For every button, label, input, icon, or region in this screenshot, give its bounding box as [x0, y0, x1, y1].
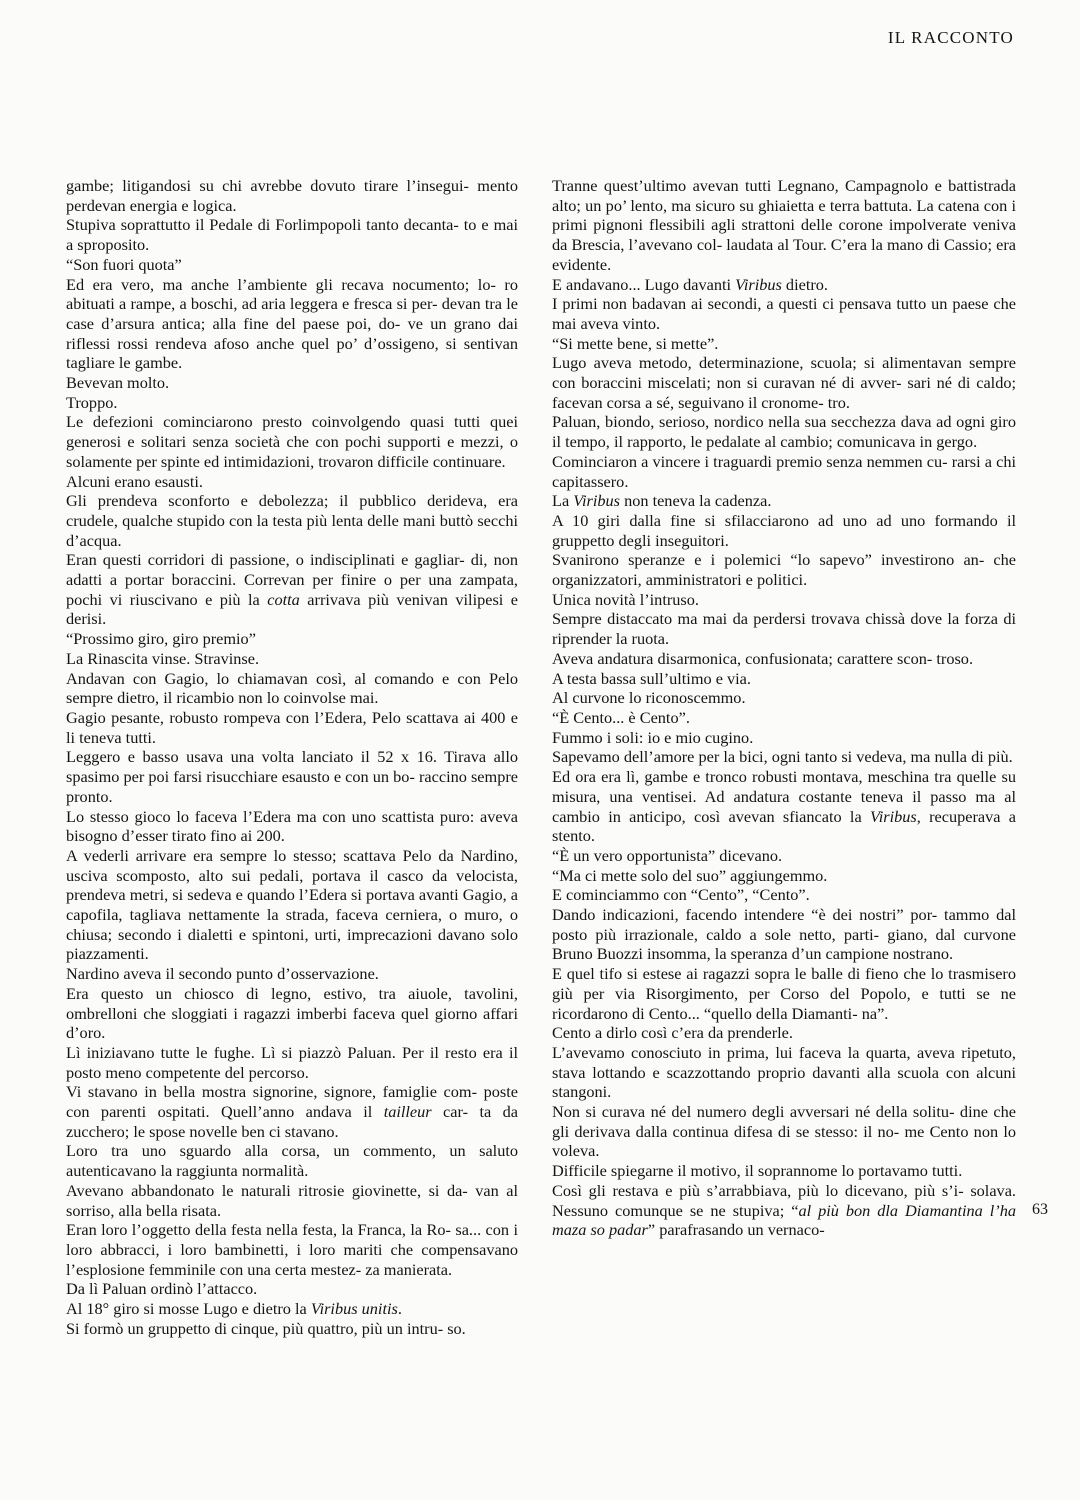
paragraph: Avevano abbandonato le naturali ritrosie giovinette, si da- van al sorriso, alla bella risata. — [66, 1180, 518, 1220]
paragraph: Cento a dirlo così c’era da prenderle. — [552, 1023, 793, 1043]
right-column — [552, 176, 1016, 1240]
paragraph: “Prossimo giro, giro premio” — [66, 629, 256, 649]
paragraph: “Si mette bene, si mette”. — [552, 333, 719, 353]
paragraph: Fummo i soli: io e mio cugino. — [552, 727, 754, 747]
paragraph: Sapevamo dell’amore per la bici, ogni tanto si vedeva, ma nulla di più. — [552, 747, 1013, 767]
paragraph: I primi non badavan ai secondi, a questi ci pensava tutto un paese che mai aveva vinto. — [552, 294, 1016, 333]
paragraph: Loro tra uno sguardo alla corsa, un commento, un saluto autenticavano la raggiunta normalità. — [66, 1141, 518, 1181]
paragraph: E andavano... Lugo davanti Viribus dietro. — [552, 274, 828, 294]
paragraph: Sempre distaccato ma mai da perdersi trovava chissà dove la forza di riprender la ruota. — [552, 609, 1016, 649]
paragraph: Aveva andatura disarmonica, confusionata; carattere scon- troso. — [552, 648, 974, 668]
paragraph: Ed era vero, ma anche l’ambiente gli recava nocumento; lo- ro abituati a rampe, a boschi, ad aria leggera e fresca si per- devan tra le case d’arsura antica; alla fine del paese poi, do- ve un grano dai riflessi rossi rendeva afoso anche quel po’ d’ossigeno, si sentivan tagliare le gambe. — [66, 274, 518, 373]
paragraph: Al 18° giro si mosse Lugo e dietro la Viribus unitis. — [66, 1299, 402, 1319]
paragraph: Nardino aveva il secondo punto d’osservazione. — [66, 964, 379, 984]
paragraph: Bevevan molto. — [66, 373, 170, 393]
paragraph: Troppo. — [66, 392, 118, 412]
paragraph: Al curvone lo riconoscemmo. — [552, 688, 746, 708]
paragraph: Difficile spiegarne il motivo, il soprannome lo portavamo tutti. — [552, 1161, 963, 1181]
paragraph: Leggero e basso usava una volta lanciato il 52 x 16. Tirava allo spasimo per poi farsi risucchiare esausto e con un bo- raccino sempre pronto. — [66, 747, 518, 806]
paragraph: Lugo aveva metodo, determinazione, scuola; si alimentavan sempre con boraccini miscelati; non si curavan né di avver- sari né di caldo; facevan corsa a sé, seguivano il cronome- tro. — [552, 353, 1016, 412]
paragraph: Le defezioni cominciarono presto coinvolgendo quasi tutti quei generosi e solitari senza società che con pochi supporti e mezzi, o solamente per spinte ed intimidazioni, trovaron difficile continuare. — [66, 412, 518, 471]
paragraph: Stupiva soprattutto il Pedale di Forlimpopoli tanto decanta- to e mai a sproposito. — [66, 215, 518, 255]
paragraph: Tranne quest’ultimo avevan tutti Legnano, Campagnolo e battistrada alto; un po’ lento, ma sicuro su ghiaietta e terra battuta. La catena con i primi pignoni flessibili agli strattoni delle corone impolverate veniva da Brescia, l’avevano col- laudata al Tour. C’era la mano di Cassio; era evidente. — [552, 176, 1016, 274]
paragraph: Lo stesso gioco lo faceva l’Edera ma con uno scattista puro: aveva bisogno d’esser tirato fino ai 200. — [66, 806, 518, 846]
paragraph: Eran questi corridori di passione, o indisciplinati e gagliar- di, non adatti a portar boraccini. Correvan per finire o per una zampata, pochi vi riuscivano e più la cotta arrivava più venivan vilipesi e derisi. — [66, 550, 519, 629]
paragraph: Vi stavano in bella mostra signorine, signore, famiglie com- poste con parenti ospitati. Quell’anno andava il tailleur car- ta da zucchero; le spose novelle ben ci stavano. — [66, 1082, 518, 1141]
paragraph: Gli prendeva sconforto e debolezza; il pubblico derideva, era crudele, qualche stupido con la testa più lenta delle mani buttò secchi d’acqua. — [66, 491, 518, 550]
paragraph: E quel tifo si estese ai ragazzi sopra le balle di fieno che lo trasmisero giù per via Risorgimento, per Corso del Popolo, e tutti se ne ricordarono di Cento... “quello della Diamanti- na”. — [552, 964, 1016, 1023]
paragraph: Non si curava né del numero degli avversari né della solitu- dine che gli derivava dalla continua difesa di se stesso: il no- me Cento non lo voleva. — [552, 1102, 1016, 1161]
paragraph: “È un vero opportunista” dicevano. — [552, 845, 783, 865]
paragraph: Da lì Paluan ordinò l’attacco. — [66, 1279, 258, 1299]
paragraph: Dando indicazioni, facendo intendere “è dei nostri” por- tammo dal posto più irrazionale, caldo a sole netto, parti- giano, dal curvone Bruno Buozzi insomma, la speranza d’un campione nostrano. — [552, 905, 1016, 964]
paragraph: “Ma ci mette solo del suo” aggiungemmo. — [552, 865, 828, 885]
paragraph: A 10 giri dalla fine si sfilacciarono ad uno ad uno formando il gruppetto degli inseguitori. — [552, 510, 1016, 550]
paragraph: La Rinascita vinse. Stravinse. — [66, 648, 260, 668]
paragraph: Unica novità l’intruso. — [552, 589, 699, 609]
paragraph: Si formò un gruppetto di cinque, più quattro, più un intru- so. — [66, 1318, 466, 1338]
paragraph: gambe; litigandosi su chi avrebbe dovuto tirare l’insegui- mento perdevan energia e logica. — [66, 176, 518, 215]
paragraph: Eran loro l’oggetto della festa nella festa, la Franca, la Ro- sa... con i loro abbracci, i loro bambinetti, i loro mariti che compensavano l’esplosione femminile con una certa mestez- za manierata. — [66, 1220, 518, 1279]
paragraph: Gagio pesante, robusto rompeva con l’Edera, Pelo scattava ai 400 e li teneva tutti. — [66, 707, 518, 747]
paragraph: Cominciaron a vincere i traguardi premio senza nemmen cu- rarsi a chi capitassero. — [552, 451, 1016, 491]
paragraph: Lì iniziavano tutte le fughe. Lì si piazzò Paluan. Per il resto era il posto meno competente del percorso. — [66, 1042, 518, 1082]
paragraph: “È Cento... è Cento”. — [552, 707, 690, 727]
section-title: IL RACCONTO — [887, 28, 1014, 47]
paragraph: L’avevamo conosciuto in prima, lui faceva la quarta, aveva ripetuto, stava lottando e scazzottando proprio davanti alla scuola con alcuni stangoni. — [552, 1042, 1016, 1102]
paragraph: A vederli arrivare era sempre lo stesso; scattava Pelo da Nardino, usciva scomposto, alto sui pedali, portava il casco da velocista, prendeva metri, si sedeva e quando l’Edera si portava avanti Gagio, a capofila, tagliava nettamente la strada, faceva cerniera, o muro, o chiusa; secondo i dialetti e spintoni, urti, imprecazioni davano solo piazzamenti. — [66, 845, 518, 964]
paragraph: Ed ora era lì, gambe e tronco robusti montava, meschina tra quelle su misura, una ventisei. Ad andatura costante teneva il passo ma al cambio in anticipo, così avevan sfiancato la Viribus, recuperava a stento. — [552, 767, 1016, 846]
paragraph: Paluan, biondo, serioso, nordico nella sua secchezza dava ad ogni giro il tempo, il rapporto, le pedalate al cambio; comunicava in gergo. — [552, 412, 1016, 452]
paragraph: Alcuni erano esausti. — [66, 471, 203, 491]
paragraph: Andavan con Gagio, lo chiamavan così, al comando e con Pelo sempre dietro, il ricambio non lo coinvolse mai. — [66, 668, 518, 708]
paragraph: La Viribus non teneva la cadenza. — [552, 491, 772, 511]
paragraph: Era questo un chiosco di legno, estivo, tra aiuole, tavolini, ombrelloni che sloggiati i ragazzi imberbi faceva quel giorno affari d’oro. — [66, 983, 518, 1043]
paragraph: “Son fuori quota” — [66, 254, 182, 274]
paragraph: Svanirono speranze e i polemici “lo sapevo” investirono an- che organizzatori, amministratori e politici. — [552, 550, 1016, 590]
page-number: 63 — [1032, 1201, 1048, 1218]
left-column — [66, 176, 518, 1338]
paragraph: E cominciammo con “Cento”, “Cento”. — [552, 885, 810, 905]
paragraph: Così gli restava e più s’arrabbiava, più lo dicevano, più s’i- solava. Nessuno comunque se ne stupiva; “al più bon dla Diamantina l’ha maza so padar” parafrasando un vernaco- — [552, 1180, 1017, 1240]
paragraph: A testa bassa sull’ultimo e via. — [552, 668, 751, 688]
